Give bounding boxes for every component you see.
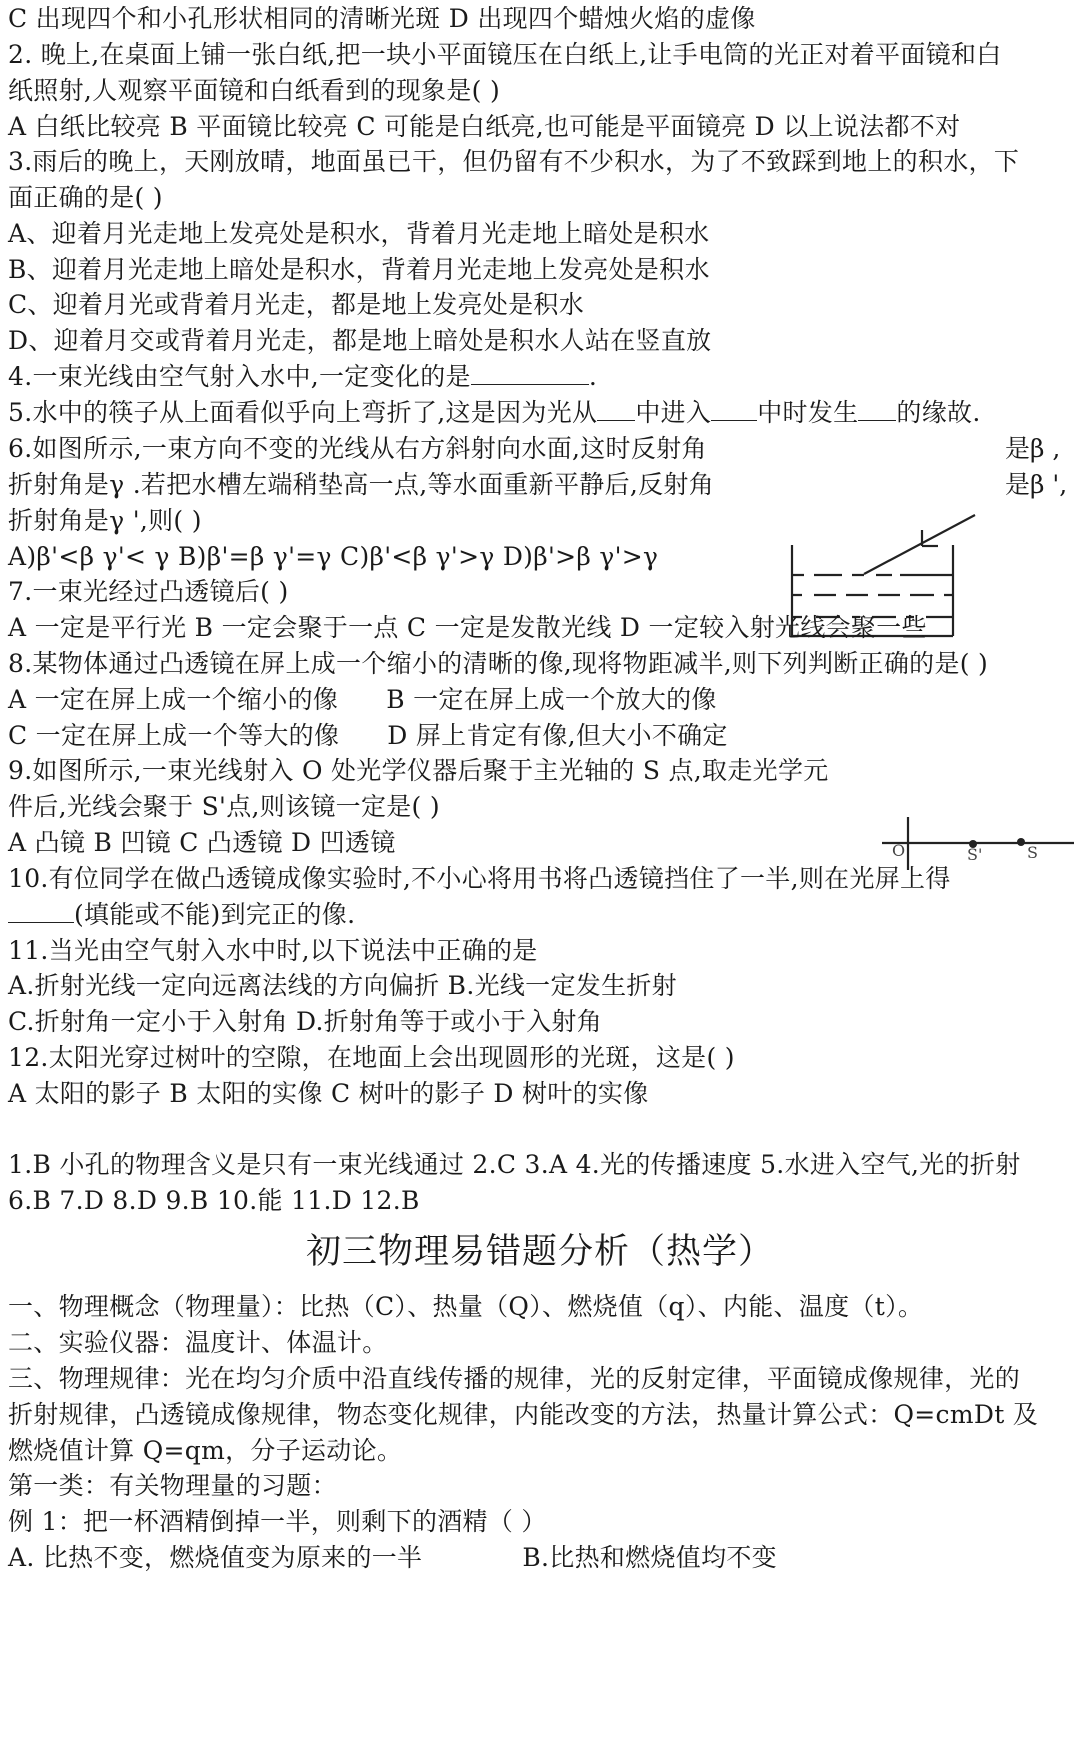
q2-stem-line2: 纸照射,人观察平面镜和白纸看到的现象是( ) (8, 76, 501, 105)
q8-option-a: A 一定在屏上成一个缩小的像 (8, 685, 339, 714)
thermal-laws-line3: 燃烧值计算 Q=qm，分子运动论。 (8, 1436, 403, 1465)
thermal-instruments: 二、实验仪器：温度计、体温计。 (8, 1328, 388, 1357)
q5-part1: 5.水中的筷子从上面看似乎向上弯折了,这是因为光从 (8, 398, 598, 427)
q4-answer-blank[interactable] (471, 360, 589, 385)
q11-options-line1: A.折射光线一定向远离法线的方向偏折 B.光线一定发生折射 (8, 971, 677, 1000)
q9-stem-line2: 件后,光线会聚于 S'点,则该镜一定是( ) (8, 792, 440, 821)
q5-line (8, 396, 981, 430)
q7-options: A 一定是平行光 B 一定会聚于一点 C 一定是发散光线 D 一定较入射光线会聚一些 (8, 613, 927, 642)
q8-option-b: B 一定在屏上成一个放大的像 (386, 685, 717, 714)
q10-line2 (8, 898, 355, 932)
category-1-heading: 第一类：有关物理量的习题： (8, 1471, 337, 1500)
q8-stem: 8.某物体通过凸透镜在屏上成一个缩小的清晰的像,现将物距减半,则下列判断正确的是( ) (8, 649, 989, 678)
thermal-laws-line1: 三、物理规律：光在均匀介质中沿直线传播的规律，光的反射定律，平面镜成像规律，光的 (8, 1364, 1021, 1393)
q5-blank-3[interactable] (858, 396, 896, 421)
thermal-concepts: 一、物理概念（物理量）：比热（C）、热量（Q）、燃烧值（q）、内能、温度（t）。 (8, 1292, 924, 1321)
section-title: 初三物理易错题分析（热学） (305, 1232, 774, 1272)
example-1-option-b: B.比热和燃烧值均不变 (522, 1543, 777, 1572)
q7-stem: 7.一束光经过凸透镜后( ) (8, 577, 289, 606)
q6-stem-line3: 折射角是γ ',则( ) (8, 506, 202, 535)
q9-stem-line1: 9.如图所示,一束光线射入 O 处光学仪器后聚于主光轴的 S 点,取走光学元 (8, 756, 829, 785)
q10-answer-blank[interactable] (8, 898, 74, 923)
q8-option-c: C 一定在屏上成一个等大的像 (8, 721, 340, 750)
q4-stem: 4.一束光线由空气射入水中,一定变化的是 (8, 362, 471, 391)
q8-options-row1 (8, 683, 717, 717)
q6-stem-line2: 折射角是γ .若把水槽左端稍垫高一点,等水面重新平静后,反射角 (8, 470, 715, 499)
q10-stem-line1: 10.有位同学在做凸透镜成像实验时,不小心将用书将凸透镜挡住了一半,则在光屏上得 (8, 864, 951, 893)
q8-option-d: D 屏上肯定有像,但大小不确定 (387, 721, 728, 750)
q5-part3: 中时发生 (757, 398, 859, 427)
q3-option-b: B、迎着月光走地上暗处是积水，背着月光走地上发亮处是积水 (8, 255, 710, 284)
q3-option-a: A、迎着月光走地上发亮处是积水，背着月光走地上暗处是积水 (8, 219, 710, 248)
q3-stem-line2: 面正确的是( ) (8, 183, 163, 212)
thermal-laws-line2: 折射规律，凸透镜成像规律，物态变化规律，内能改变的方法，热量计算公式：Q=cmDt 及 (8, 1400, 1039, 1429)
example-1-options (8, 1541, 777, 1575)
q4-end: . (588, 362, 598, 391)
q8-options-row2 (8, 719, 728, 753)
label-s-prime: S' (967, 845, 983, 864)
q11-options-line2: C.折射角一定小于入射角 D.折射角等于或小于入射角 (8, 1007, 603, 1036)
q2-stem-line1: 2. 晚上,在桌面上铺一张白纸,把一块小平面镜压在白纸上,让手电筒的光正对着平面镜和白 (8, 40, 1002, 69)
answers-line2: 6.B 7.D 8.D 9.B 10.能 11.D 12.B (8, 1186, 420, 1215)
q4-line (8, 360, 597, 394)
q2-options: A 白纸比较亮 B 平面镜比较亮 C 可能是白纸亮,也可能是平面镜亮 D 以上说法都不对 (8, 112, 961, 141)
q6-stem-line1-right: 是β , (1005, 434, 1061, 463)
q6-stem-line1: 6.如图所示,一束方向不变的光线从右方斜射向水面,这时反射角 (8, 434, 707, 463)
q5-blank-2[interactable] (711, 396, 757, 421)
q3-option-c: C、迎着月光或背着月光走，都是地上发亮处是积水 (8, 290, 585, 319)
q10-stem-line2: (填能或不能)到完正的像. (74, 900, 356, 929)
label-s: S (1027, 843, 1038, 862)
q12-options: A 太阳的影子 B 太阳的实像 C 树叶的影子 D 树叶的实像 (8, 1079, 649, 1108)
q3-stem-line1: 3.雨后的晚上，天刚放晴，地面虽已干，但仍留有不少积水，为了不致踩到地上的积水，下 (8, 147, 1020, 176)
answers-line1: 1.B 小孔的物理含义是只有一束光线通过 2.C 3.A 4.光的传播速度 5.水进入空气,光的折射 (8, 1150, 1021, 1179)
q12-stem: 12.太阳光穿过树叶的空隙，在地面上会出现圆形的光斑，这是( ) (8, 1043, 735, 1072)
q1-options-tail: C 出现四个和小孔形状相同的清晰光斑 D 出现四个蜡烛火焰的虚像 (8, 4, 756, 33)
q3-option-d: D、迎着月交或背着月光走，都是地上暗处是积水人站在竖直放 (8, 326, 712, 355)
label-o: O (892, 841, 906, 860)
s-point (1017, 838, 1025, 846)
q9-options: A 凸镜 B 凹镜 C 凸透镜 D 凹透镜 (8, 828, 396, 857)
example-1-option-a: A. 比热不变，燃烧值变为原来的一半 (8, 1543, 423, 1572)
q5-blank-1[interactable] (597, 396, 635, 421)
q11-stem: 11.当光由空气射入水中时,以下说法中正确的是 (8, 936, 538, 965)
q5-part4: 的缘故. (896, 398, 981, 427)
q6-options: A)β'<β γ'< γ B)β'=β γ'=γ C)β'<β γ'>γ D)β'>β γ'>γ (8, 542, 659, 571)
q6-stem-line2-right: 是β ', (1005, 470, 1068, 499)
q5-part2: 中进入 (635, 398, 712, 427)
example-1-stem: 例 1：把一杯酒精倒掉一半，则剩下的酒精（ ） (8, 1507, 547, 1536)
